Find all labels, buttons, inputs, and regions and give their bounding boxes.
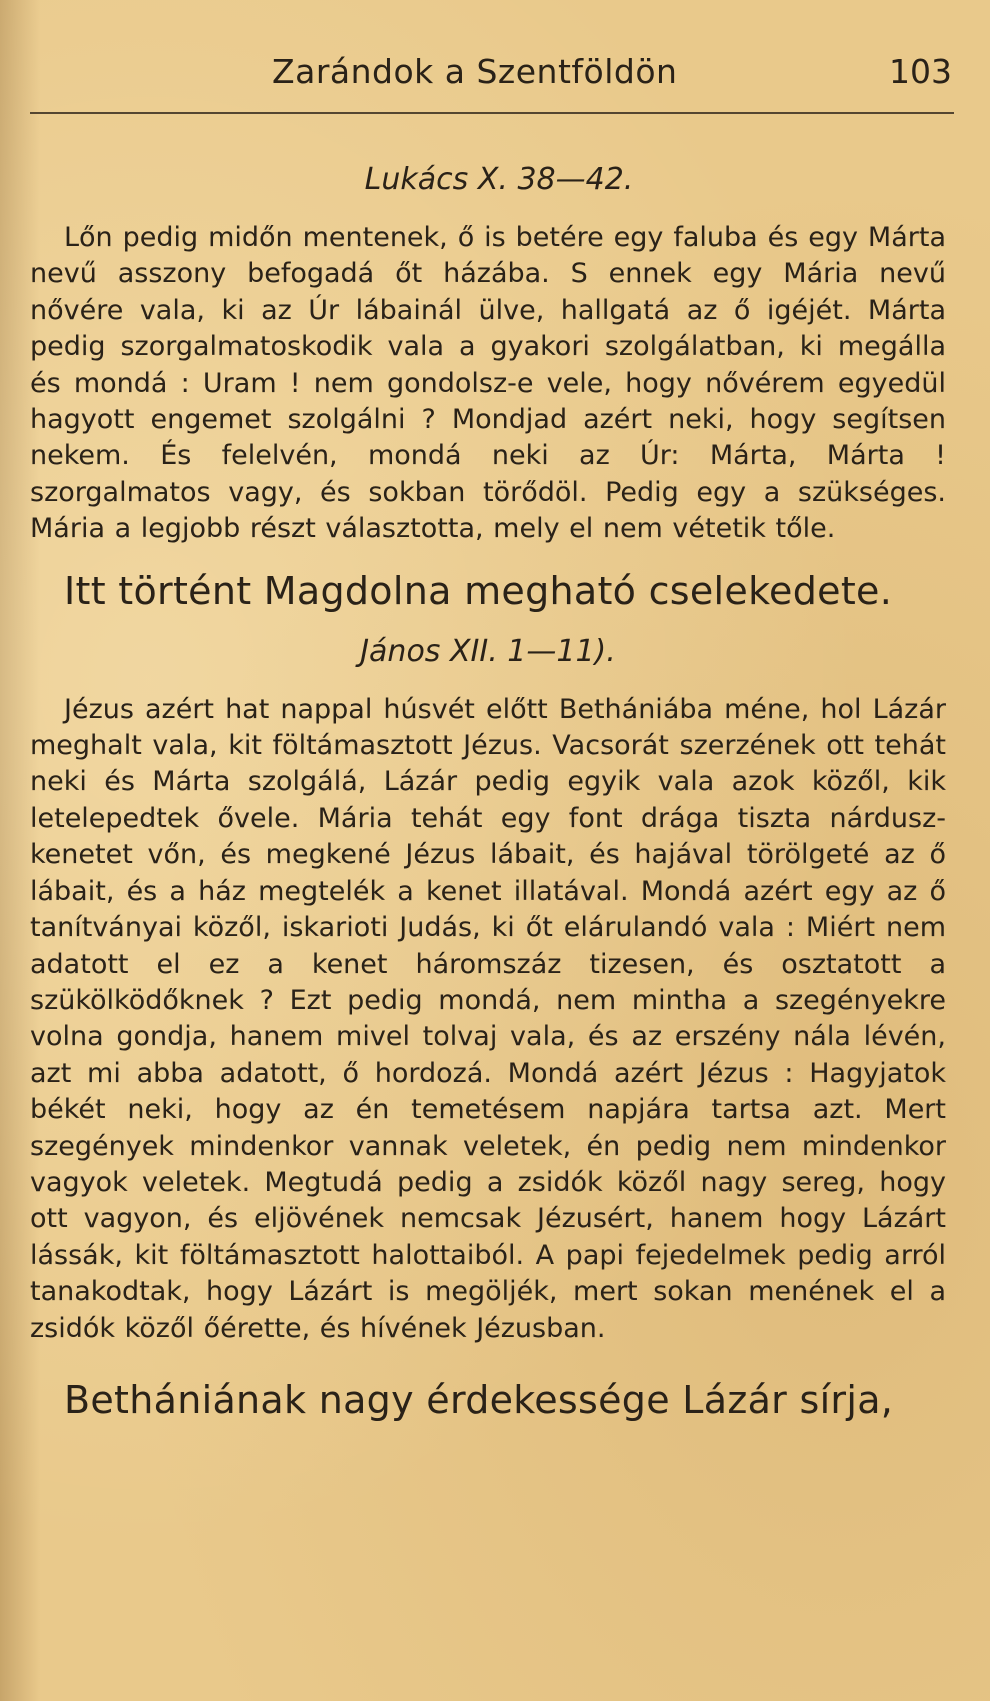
section-heading-magdalene: Itt történt Magdolna megható cselekedete.: [64, 568, 893, 613]
passage-john: Jézus azért hat nappal húsvét előtt Bethániába méne, hol Lázár meghalt vala, kit föltámasztott Jézus. Vacsorát szerzének ott tehát neki és Márta szolgálá, Lázár pedig egyik vala azok közől, kik letelepedtek ővele. Mária tehát egy font drága tiszta nárdusz-kenetet vőn, és megkené Jézus lábait, és hajával törölgeté az ő lábait, és a ház megtelék a kenet illatával. Mondá azért egy az ő tanítványai közől, iskarioti Judás, ki őt elárulandó vala : Miért nem adatott el ez a kenet háromszáz tizesen, és osztatott a szükölködőknek ? Ezt pedig mondá, nem mintha a szegényekre volna gondja, hanem mivel tolvaj vala, és az erszény nála lévén, azt mi abba adatott, ő hordozá. Mondá azért Jézus : Hagyjatok békét neki, hogy az én temetésem napjára tartsa azt. Mert szegények mindenkor vannak veletek, én pedig nem mindenkor vagyok veletek. Megtudá pedig a zsidók közől nagy sereg, hogy ott vagyon, és eljövének nemcsak Jézusért, hanem hogy Lázárt lássák, kit föltámasztott halottaiból. A papi fejedelmek pedig arról tanakodtak, hogy Lázárt is megöljék, mert sokan menének el a zsidók közől őérette, és hívének Jézusban.: [30, 693, 946, 1344]
bible-reference-luke: Lukács X. 38—42.: [364, 162, 634, 197]
page-body: [30, 148, 946, 1433]
page-number: 103: [889, 52, 952, 91]
running-head-title: Zarándok a Szentföldön: [272, 52, 678, 91]
bible-reference-john: János XII. 1—11).: [360, 633, 616, 669]
closing-heading: Bethániának nagy érdekessége Lázár sírja,: [64, 1377, 894, 1422]
header-rule: [30, 112, 954, 114]
passage-luke: Lőn pedig midőn mentenek, ő is betére egy faluba és egy Márta nevű asszony befogadá őt házába. S ennek egy Mária nevű nővére vala, ki az Úr lábainál ülve, hallgatá az ő igéjét. Márta pedig szorgalmatoskodik vala a gyakori szolgálatban, ki megálla és mondá : Uram ! nem gondolsz-e vele, hogy nővérem egyedül hagyott engemet szolgálni ? Mondjad azért neki, hogy segítsen nekem. És felelvén, mondá neki az Úr: Márta, Márta ! szorgalmatos vagy, és sokban törődöl. Pedig egy a szükséges. Mária a legjobb részt választotta, mely el nem vétetik tőle.: [30, 222, 946, 545]
